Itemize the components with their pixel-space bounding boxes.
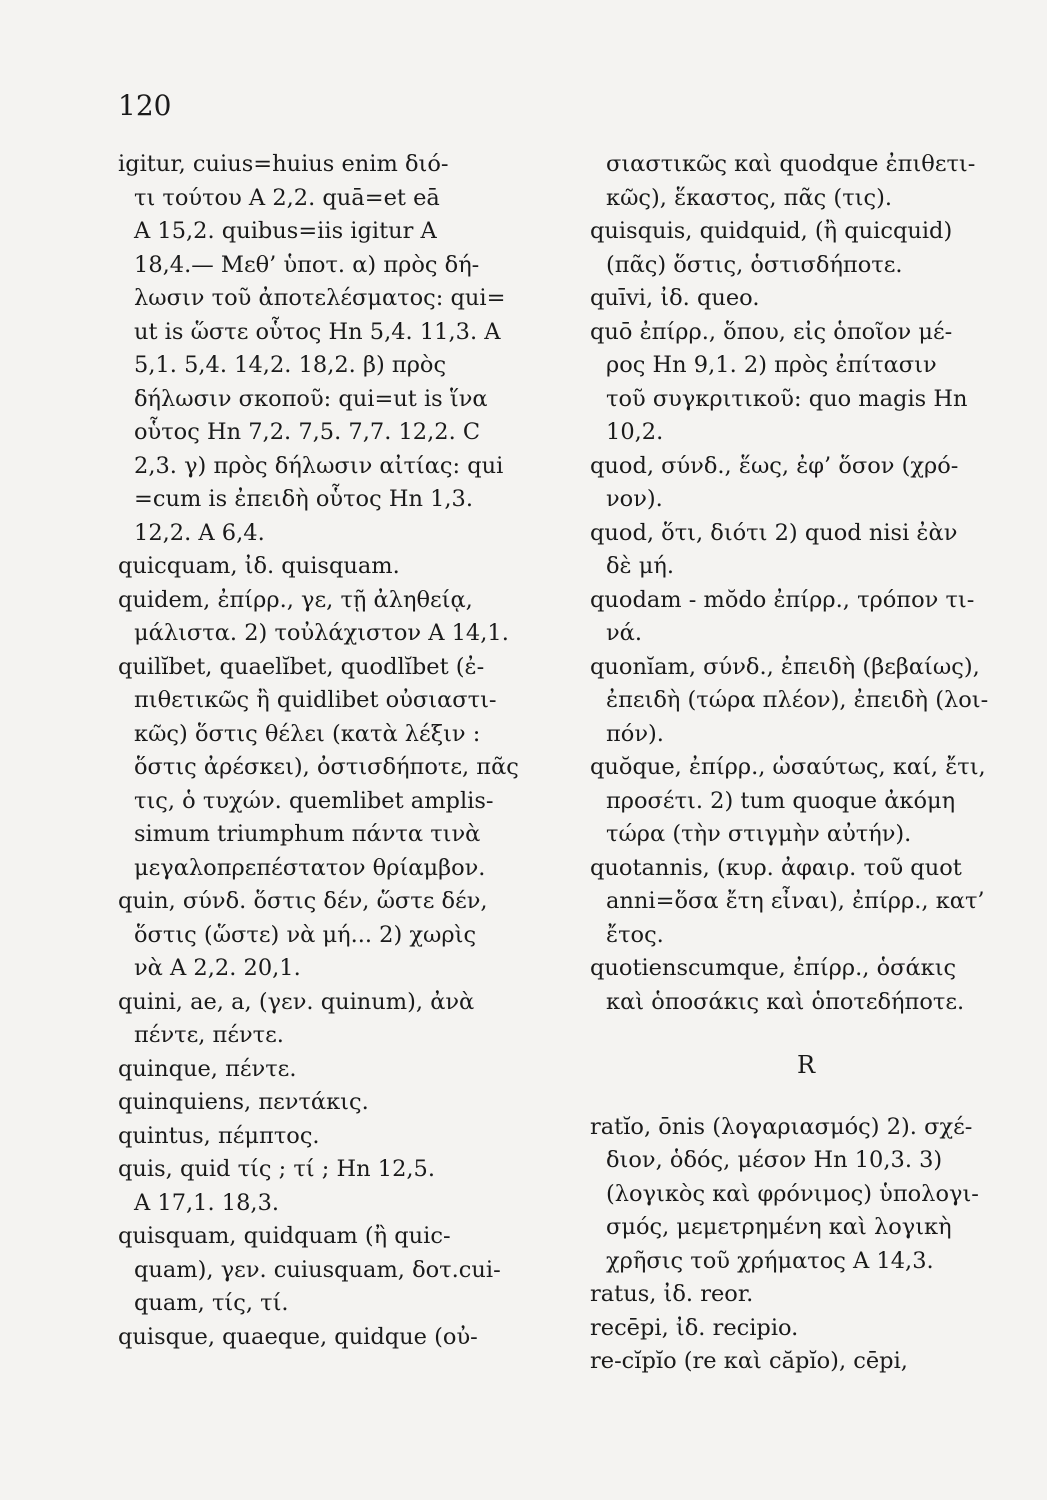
entry-continuation-line: σμός, μεμετρημένη καὶ λογικὴ [606,1214,952,1240]
section-letter: R [796,1051,816,1079]
entry-continuation-line: 10,2. [606,419,664,445]
entry-continuation-line: τώρα (τὴν στιγμὴν αὐτήν). [606,821,912,847]
entry-continuation-line: πιθετικῶς ἢ quidlibet οὐσιαστι- [134,687,497,713]
entry-headword-line: quod, σύνδ., ἕως, ἐφ’ ὅσον (χρό- [590,452,959,479]
section-letter-heading [590,1049,1022,1083]
entry-continuation-line: ut is ὥστε οὗτος Hn 5,4. 11,3. A [134,318,501,345]
entry-headword-line: quisquam, quidquam (ἢ quic- [118,1223,451,1249]
entry-continuation-line: τι τούτου A 2,2. quā=et eā [134,184,440,211]
right-column-lower [590,1111,1022,1379]
entry-continuation-line: διον, ὁδός, μέσον Hn 10,3. 3) [606,1147,943,1173]
entry-continuation-line: οὗτος Hn 7,2. 7,5. 7,7. 12,2. C [134,419,481,445]
entry-headword-line: quis, quid τίς ; τί ; Hn 12,5. [118,1156,436,1182]
entry-continuation-line: ὅστις (ὥστε) νὰ μή... 2) χωρὶς [134,921,477,948]
entry-continuation-line: 5,1. 5,4. 14,2. 18,2. β) πρὸς [134,352,447,378]
right-column [590,148,1022,1379]
entry-headword-line: quisque, quaeque, quidque (οὐ- [118,1323,478,1350]
entry-continuation-line: δήλωσιν σκοποῦ: qui=ut is ἵνα [134,385,488,412]
entry-continuation-line: ἔτος. [606,921,664,948]
entry-continuation-line: λωσιν τοῦ ἀποτελέσματος: qui= [134,285,506,311]
entry-continuation-line: τοῦ συγκριτικοῦ: quo magis Hn [606,385,968,412]
entry-headword-line: quotannis, (κυρ. ἀφαιρ. τοῦ quot [590,854,962,881]
entry-continuation-line: μάλιστα. 2) τοὐλάχιστον A 14,1. [134,620,509,646]
entry-headword-line: quintus, πέμπτος. [118,1122,320,1149]
entry-headword-line: quīvi, ἰδ. queo. [590,285,760,311]
entry-continuation-line: καὶ ὁποσάκις καὶ ὁποτεδήποτε. [606,988,965,1015]
entry-headword-line: quotienscumque, ἐπίρρ., ὁσάκις [590,955,957,981]
entry-headword-line: quodam - mŏdo ἐπίρρ., τρόπον τι- [590,586,975,613]
entry-headword-line: quilĭbet, quaelĭbet, quodlĭbet (ἐ- [118,653,485,680]
entry-headword-line: ratĭo, ōnis (λογαριασμός) 2). σχέ- [590,1113,973,1140]
entry-continuation-line: νά. [606,620,643,646]
page-number: 120 [118,89,172,122]
entry-continuation-line: quam), γεν. cuiusquam, δοτ.cui- [134,1256,501,1283]
entry-headword-line: igitur, cuius=huius enim διό- [118,151,449,177]
entry-continuation-line: anni=ὅσα ἔτη εἶναι), ἐπίρρ., κατ’ [606,888,985,914]
entry-headword-line: quicquam, ἰδ. quisquam. [118,553,400,579]
entry-continuation-line: μεγαλοπρεπέστατον θρίαμβον. [134,854,486,881]
entry-continuation-line: προσέτι. 2) tum quoque ἀκόμη [606,787,956,814]
entry-headword-line: quonĭam, σύνδ., ἐπειδὴ (βεβαίως), [590,653,980,680]
entry-headword-line: quidem, ἐπίρρ., γε, τῇ ἀληθείᾳ, [118,586,473,613]
entry-continuation-line: πέντε, πέντε. [134,1022,284,1048]
entry-continuation-line: 12,2. A 6,4. [134,519,265,546]
entry-continuation-line: A 15,2. quibus=iis igitur A [134,218,437,244]
entry-headword-line: re-cĭpĭo (re καὶ căpĭo), cēpi, [590,1348,908,1374]
entry-headword-line: quod, ὅτι, διότι 2) quod nisi ἐὰν [590,519,958,546]
entry-continuation-line: νον). [606,486,663,512]
entry-headword-line: quinquiens, πεντάκις. [118,1089,369,1115]
entry-continuation-line: σιαστικῶς καὶ quodque ἐπιθετι- [606,151,976,177]
entry-headword-line: recēpi, ἰδ. recipio. [590,1314,799,1341]
entry-continuation-line: A 17,1. 18,3. [134,1189,280,1216]
entry-continuation-line: τις, ὁ τυχών. quemlibet amplis- [134,787,494,814]
entry-continuation-line: χρῆσις τοῦ χρήματος A 14,3. [606,1247,934,1274]
entry-headword-line: quō ἐπίρρ., ὅπου, εἰς ὁποῖον μέ- [590,318,953,345]
entry-continuation-line: simum triumphum πάντα τινὰ [134,821,481,847]
entry-headword-line: quinque, πέντε. [118,1055,297,1082]
entry-headword-line: quini, ae, a, (γεν. quinum), ἀνὰ [118,988,475,1015]
entry-continuation-line: νὰ A 2,2. 20,1. [134,955,301,981]
entry-continuation-line: ἐπειδὴ (τώρα πλέον), ἐπειδὴ (λοι- [606,687,989,713]
right-column-upper [590,148,1022,1019]
entry-continuation-line: (λογικὸς καὶ φρόνιμος) ὑπολογι- [606,1180,979,1207]
entry-continuation-line: quam, τίς, τί. [134,1290,289,1316]
entry-continuation-line: ὅστις ἀρέσκει), ὀστισδήποτε, πᾶς [134,754,519,780]
entry-continuation-line: 2,3. γ) πρὸς δήλωσιν αἰτίας: qui [134,452,504,479]
entry-headword-line: ratus, ἰδ. reor. [590,1281,754,1307]
entry-continuation-line: πόν). [606,720,664,747]
left-column [118,148,563,1354]
entry-continuation-line: =cum is ἐπειδὴ οὗτος Hn 1,3. [134,486,474,512]
entry-continuation-line: δὲ μή. [606,553,675,579]
entry-continuation-line: (πᾶς) ὅστις, ὁστισδήποτε. [606,251,903,278]
entry-continuation-line: ρος Hn 9,1. 2) πρὸς ἐπίτασιν [606,352,937,378]
entry-headword-line: quŏque, ἐπίρρ., ὡσαύτως, καί, ἔτι, [590,754,986,780]
entry-headword-line: quin, σύνδ. ὅστις δέν, ὥστε δέν, [118,888,488,914]
entry-continuation-line: κῶς) ὅστις θέλει (κατὰ λέξιν : [134,720,481,747]
entry-continuation-line: κῶς), ἕκαστος, πᾶς (τις). [606,184,892,211]
entry-headword-line: quisquis, quidquid, (ἢ quicquid) [590,218,953,244]
entry-continuation-line: 18,4.— Μεθ’ ὑποτ. α) πρὸς δή- [134,251,480,278]
